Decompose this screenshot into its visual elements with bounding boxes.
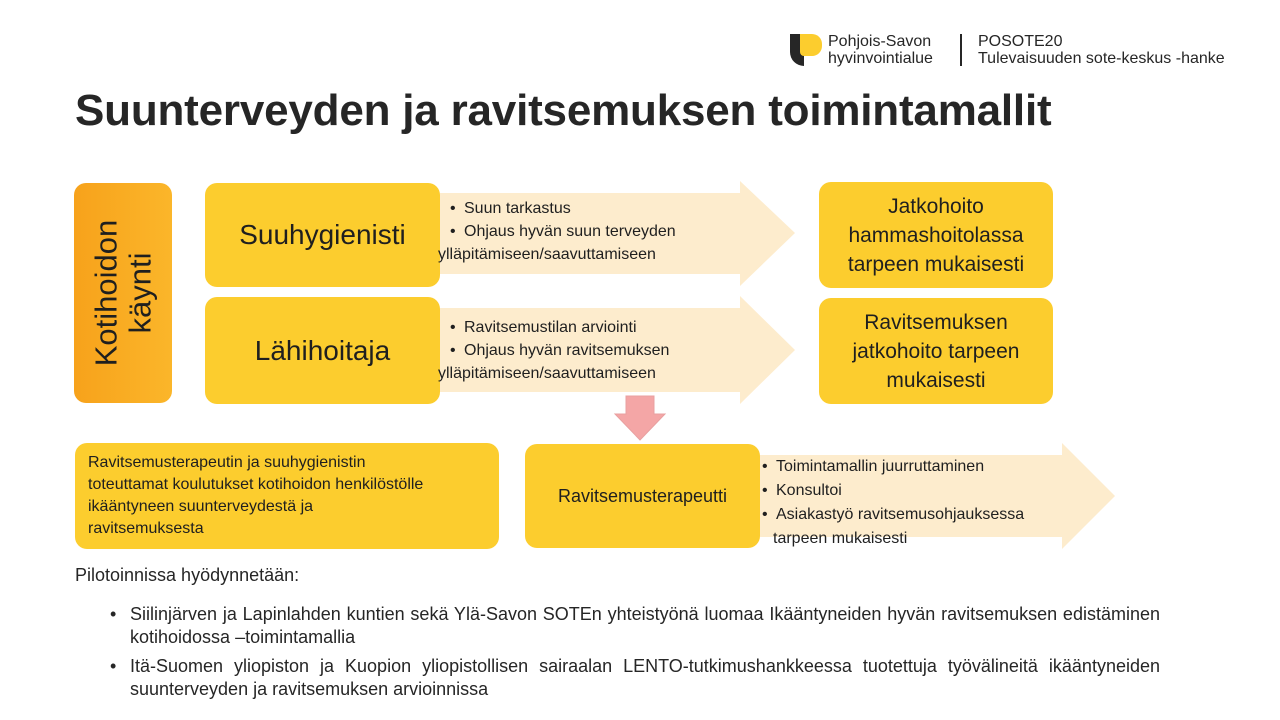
- home-visit-label-line1: Kotihoidon: [88, 219, 124, 367]
- role-box-dental-hygienist: Suuhygienisti: [205, 183, 440, 287]
- training-text-line: ravitsemuksesta: [88, 520, 204, 537]
- result2-line: mukaisesti: [886, 368, 986, 392]
- pilot-list-item: • Siilinjärven ja Lapinlahden kuntien sekä Ylä-Savon SOTEn yhteistyönä luomaa Ikääntyneiden hyvän ravitsemuksen edistäminen kotihoidossa –toimintamallia: [110, 603, 1160, 649]
- row1-task-list: [438, 197, 750, 266]
- row1-task-item: • Ohjaus hyvän suun terveyden: [450, 220, 750, 243]
- result1-line: Jatkohoito: [888, 194, 984, 218]
- organization-name-line2: hyvinvointialue: [828, 50, 933, 67]
- result2-line: Ravitsemuksen: [864, 310, 1008, 334]
- organization-name-line1: Pohjois-Savon: [828, 33, 932, 50]
- home-visit-label: [74, 183, 172, 403]
- result1-line: hammashoitolassa: [848, 223, 1024, 247]
- pilot-list-item: • Itä-Suomen yliopiston ja Kuopion yliopistollisen sairaalan LENTO-tutkimushankkeessa tuotettuja työvälineitä ikääntyneiden suunterveyden ja ravitsemuksen arvioinnissa: [110, 655, 1160, 701]
- therapist-task-continuation: tarpeen mukaisesti: [773, 530, 908, 547]
- row1-task-continuation: ylläpitämiseen/saavuttamiseen: [438, 246, 656, 263]
- project-name-line1: POSOTE20: [978, 33, 1063, 50]
- pilot-list: [110, 603, 1160, 707]
- pilot-heading: Pilotoinnissa hyödynnetään:: [75, 565, 300, 585]
- therapist-task-item: • Konsultoi: [762, 479, 1082, 503]
- row2-task-list: [438, 316, 750, 385]
- down-arrow-shape: [615, 396, 665, 440]
- training-text-line: toteuttamat koulutukset kotihoidon henkilöstölle: [88, 476, 424, 493]
- result1-line: tarpeen mukaisesti: [847, 252, 1025, 276]
- result2-line: jatkohoito tarpeen: [852, 339, 1020, 363]
- result-box-nutrition-followup: [819, 298, 1053, 404]
- therapist-task-list: [762, 455, 1082, 551]
- training-text-line: ikääntyneen suunterveydestä ja: [88, 498, 314, 515]
- role-box-practical-nurse: Lähihoitaja: [205, 297, 440, 404]
- therapist-task-item: • Asiakastyö ravitsemusohjauksessa: [762, 503, 1082, 527]
- therapist-task-item: • Toimintamallin juurruttaminen: [762, 455, 1082, 479]
- result-box-dental-followup: [819, 182, 1053, 288]
- slide-title: Suunterveyden ja ravitsemuksen toimintamallit: [75, 86, 1052, 135]
- training-text: [88, 452, 488, 540]
- project-name-line2: Tulevaisuuden sote-keskus -hanke: [978, 50, 1225, 67]
- home-visit-label-line2: käynti: [122, 252, 158, 334]
- row2-task-continuation: ylläpitämiseen/saavuttamiseen: [438, 365, 656, 382]
- training-text-line: Ravitsemusterapeutin ja suuhygienistin: [88, 454, 366, 471]
- row2-task-item: • Ohjaus hyvän ravitsemuksen: [450, 339, 750, 362]
- role-box-nutrition-therapist: Ravitsemusterapeutti: [525, 444, 760, 548]
- row2-task-item: • Ravitsemustilan arviointi: [450, 316, 750, 339]
- row1-task-item: • Suun tarkastus: [450, 197, 750, 220]
